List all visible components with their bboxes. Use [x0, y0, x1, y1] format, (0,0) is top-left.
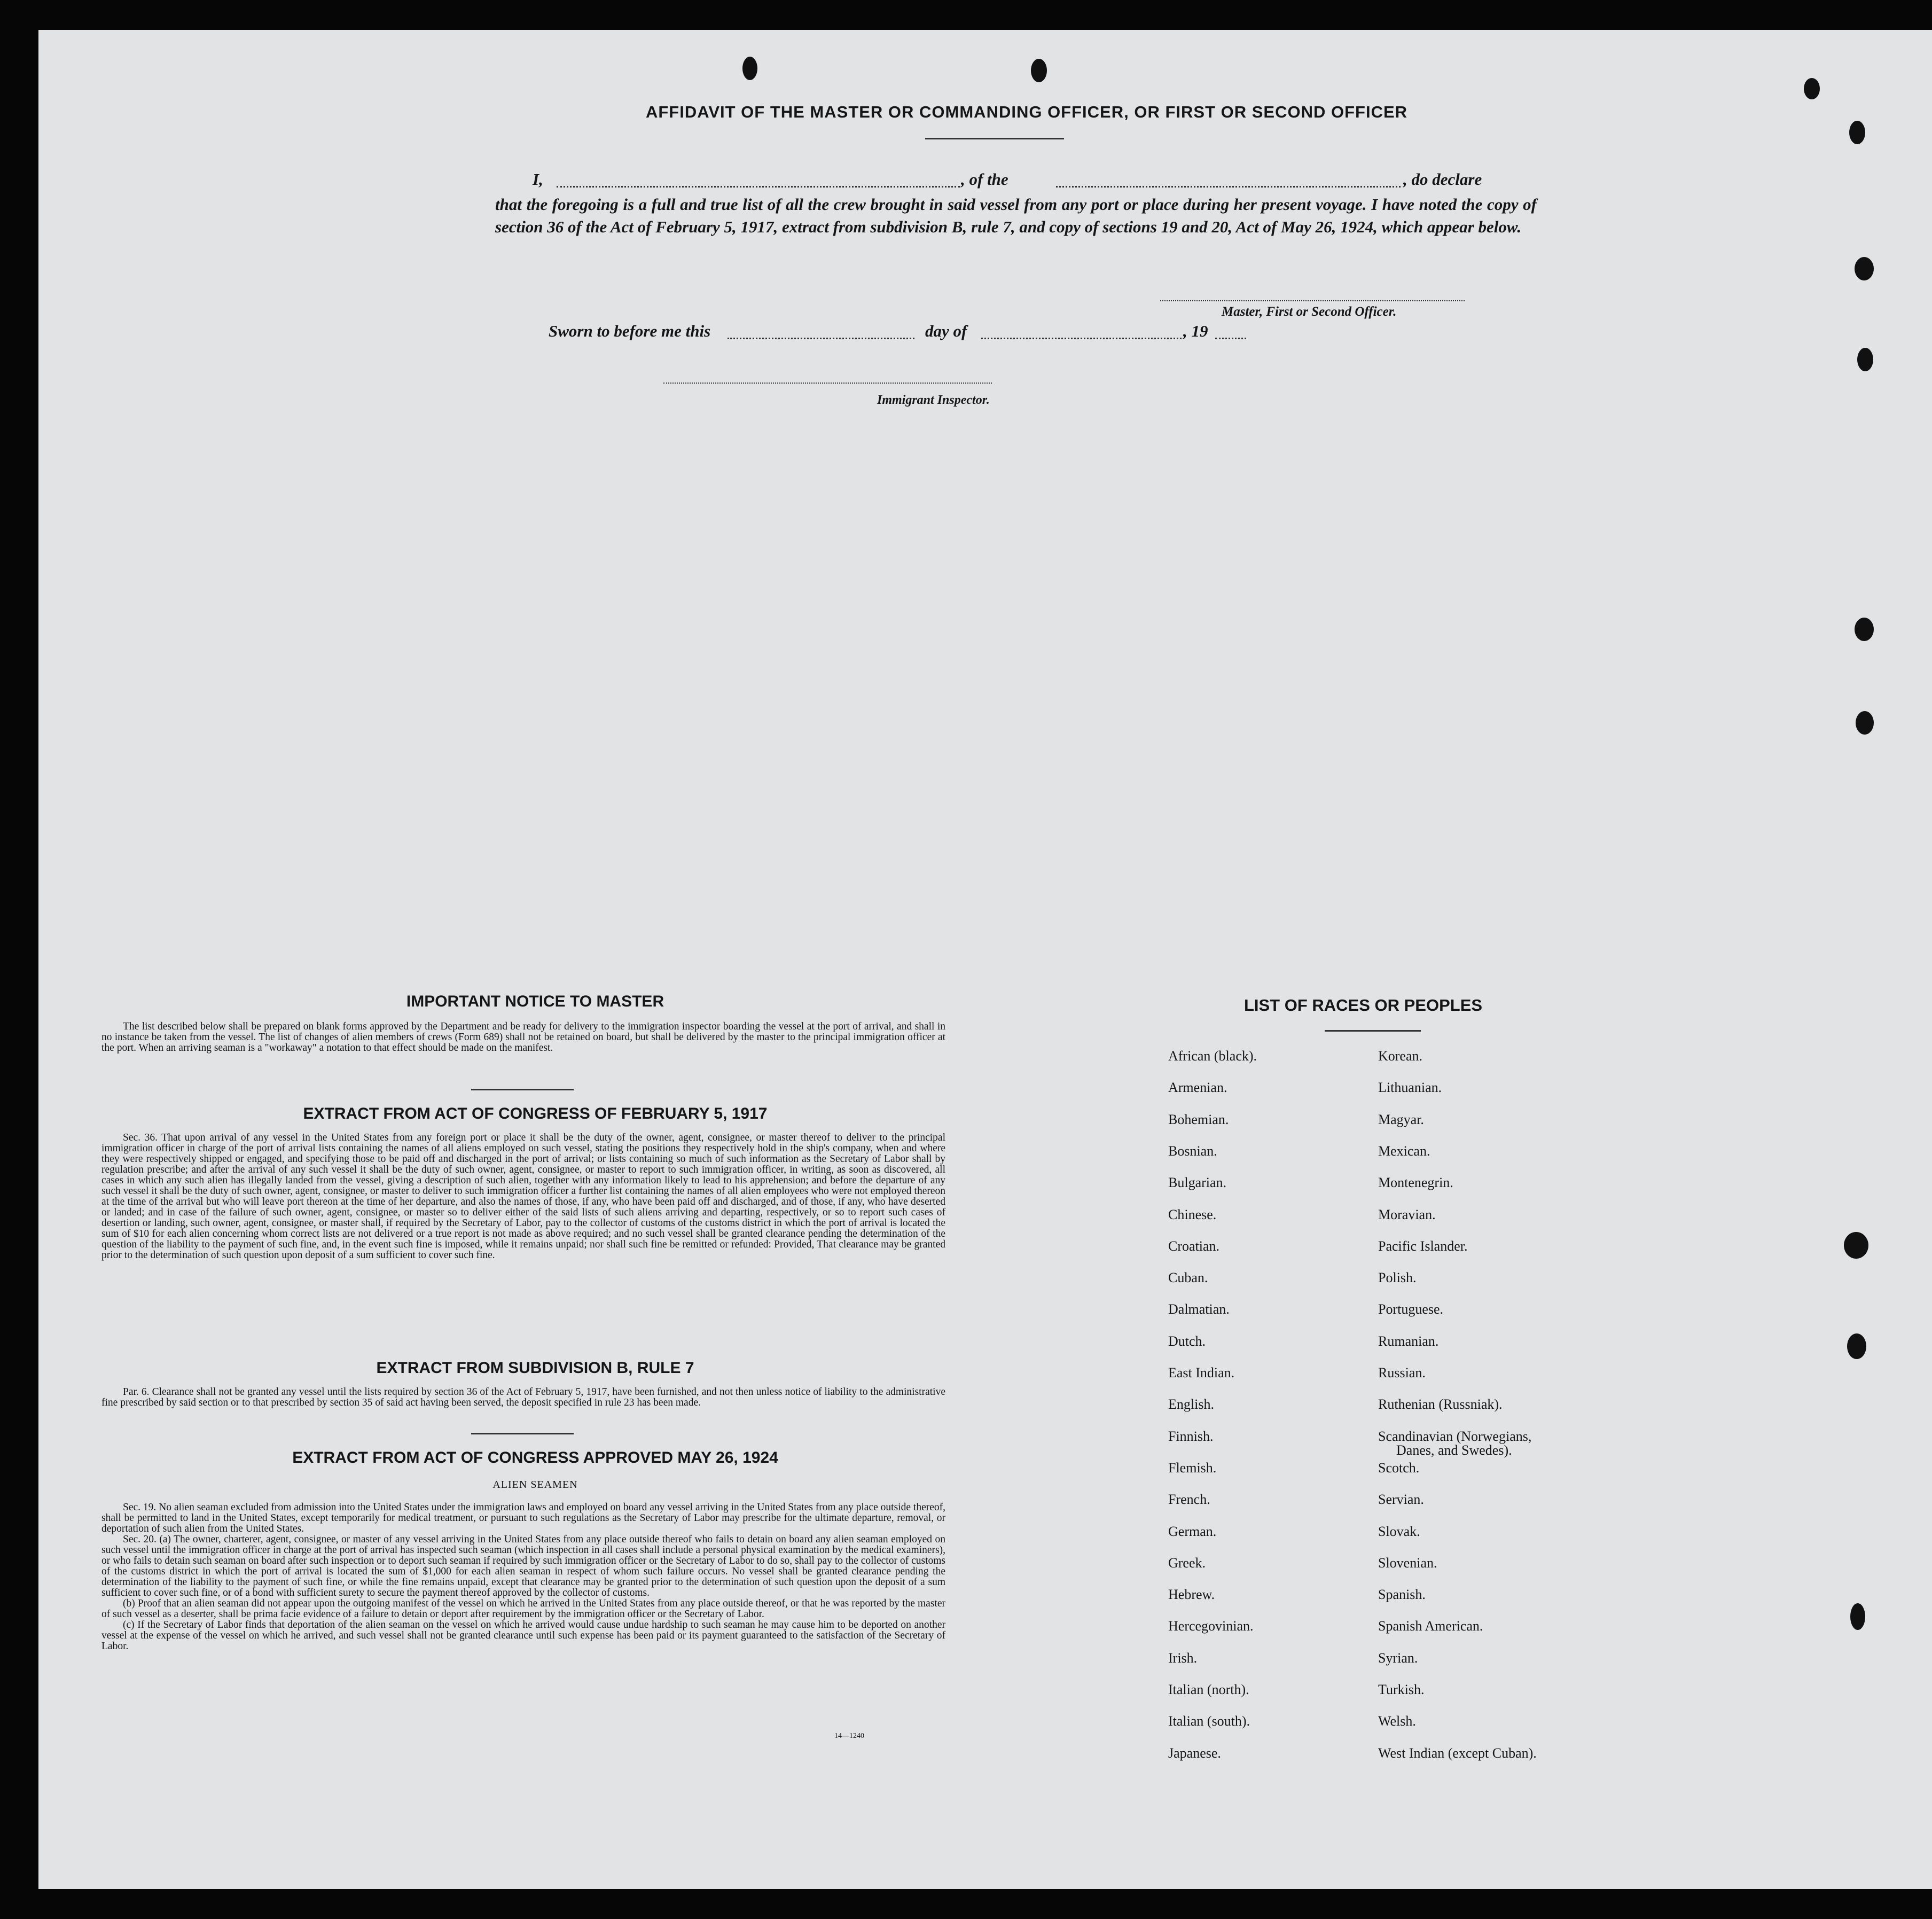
race-item: Turkish.	[1378, 1682, 1425, 1697]
race-item: Scandinavian (Norwegians,	[1378, 1428, 1532, 1444]
race-item: Dalmatian.	[1168, 1301, 1230, 1317]
race-item-continuation: Danes, and Swedes).	[1396, 1442, 1512, 1458]
binder-hole	[1844, 1232, 1868, 1259]
race-item: Spanish.	[1378, 1587, 1426, 1603]
race-item: Croatian.	[1168, 1238, 1220, 1254]
notice-title: IMPORTANT NOTICE TO MASTER	[406, 993, 664, 1010]
race-item: Greek.	[1168, 1555, 1206, 1571]
binder-hole	[1804, 78, 1820, 99]
sworn-year-label: , 19	[1183, 322, 1208, 340]
extract-1924-text	[101, 1502, 945, 1652]
race-item: Welsh.	[1378, 1713, 1416, 1729]
form-sheet	[38, 30, 1932, 1889]
sworn-day-label: day of	[925, 322, 967, 340]
races-list-title: LIST OF RACES OR PEOPLES	[1243, 996, 1483, 1015]
race-item: East Indian.	[1168, 1365, 1235, 1380]
declarant-prefix: I,	[533, 170, 543, 189]
vessel-name-field[interactable]	[1056, 186, 1401, 188]
race-item: Armenian.	[1168, 1080, 1227, 1096]
alien-seamen-subtitle: ALIEN SEAMEN	[492, 1479, 578, 1491]
signer-label: Master, First or Second Officer.	[1222, 305, 1397, 319]
sworn-day-field[interactable]	[728, 338, 914, 339]
binder-hole	[1856, 711, 1874, 735]
race-item: Magyar.	[1378, 1111, 1424, 1127]
race-item: English.	[1168, 1397, 1214, 1413]
race-item: Mexican.	[1378, 1143, 1430, 1159]
binder-hole	[1847, 1333, 1866, 1359]
binder-hole	[742, 57, 757, 80]
affidavit-title: AFFIDAVIT OF THE MASTER OR COMMANDING OFFICER, OR FIRST OR SECOND OFFICER	[645, 103, 1408, 121]
race-item: Spanish American.	[1378, 1618, 1483, 1634]
sec-20a-paragraph: Sec. 20. (a) The owner, charterer, agent, consignee, or master of any vessel arriving in the United States from any place outside thereof who fails to detain on board any alien seaman employed on such vessel until the immigration officer in charge at the port of arrival has inspected such seaman (which inspection in all cases shall include a personal physical examination by the medical examiners), or who fails to detain such seaman on board after such inspection or to deport such seaman if required by such immigration officer or the Secretary of Labor to do so, shall pay to the collector of customs of the customs district in which the port of arrival is located the sum of $1,000 for each alien seaman in respect of whom such failure occurs. No vessel shall be granted clearance pending the determination of the liability to the payment of such fine, or while the fine remains unpaid, except that clearance may be granted prior to the determination of such question upon the deposit of a sum sufficient to cover such fine, or of a bond with sufficient surety to secure the payment thereof approved by the collector of customs.	[101, 1534, 945, 1598]
race-item: Dutch.	[1168, 1333, 1206, 1349]
binder-hole	[1855, 618, 1874, 641]
race-item: Flemish.	[1168, 1460, 1217, 1476]
race-item: Bulgarian.	[1168, 1175, 1227, 1191]
race-item: Scotch.	[1378, 1460, 1420, 1476]
race-item: Italian (north).	[1168, 1682, 1249, 1697]
declarant-name-field[interactable]	[557, 186, 960, 188]
declaration-text: that the foregoing is a full and true list of all the crew brought in said vessel from any port or place during her present voyage. I have noted the copy of section 36 of the Act of February 5, 1917, extract from subdivision B, rule 7, and copy of sections 19 and 20, Act of May 26, 1924, which appear below.	[495, 195, 1537, 236]
race-item: Irish.	[1168, 1650, 1198, 1666]
race-item: Japanese.	[1168, 1745, 1221, 1761]
race-item: African (black).	[1168, 1048, 1257, 1064]
race-item: Slovenian.	[1378, 1555, 1437, 1571]
races-title-rule	[1325, 1030, 1421, 1032]
inspector-signature-line[interactable]	[663, 383, 992, 384]
race-item: Servian.	[1378, 1492, 1424, 1508]
signature-line[interactable]	[1160, 300, 1465, 301]
race-item: Syrian.	[1378, 1650, 1418, 1666]
rule-7-title: EXTRACT FROM SUBDIVISION B, RULE 7	[376, 1359, 694, 1377]
sworn-prefix: Sworn to before me this	[549, 322, 711, 340]
sec-20b-paragraph: (b) Proof that an alien seaman did not appear upon the outgoing manifest of the vessel on which he arrived in the United States from any place outside thereof, or that he was reported by the master of such vessel as a deserter, shall be prima facie evidence of a failure to detain or deport after requirement by the immigration officer or the Secretary of Labor.	[101, 1598, 945, 1620]
race-item: Finnish.	[1168, 1428, 1214, 1444]
race-item: Slovak.	[1378, 1523, 1420, 1539]
sworn-year-field[interactable]	[1215, 338, 1246, 339]
race-item: Bohemian.	[1168, 1111, 1229, 1127]
race-item: Italian (south).	[1168, 1713, 1250, 1729]
race-item: Lithuanian.	[1378, 1080, 1442, 1096]
race-item: German.	[1168, 1523, 1217, 1539]
race-item: Hebrew.	[1168, 1587, 1215, 1603]
declare-suffix: , do declare	[1403, 170, 1482, 189]
sec-20c-paragraph: (c) If the Secretary of Labor finds that deportation of the alien seaman on the vessel on which he arrived would cause undue hardship to such seaman he may cause him to be deported on another vessel at the expense of the vessel on which he arrived, and such vessel shall not be granted clearance until such expense has been paid or its payment guaranteed to the satisfaction of the Secretary of Labor.	[101, 1619, 945, 1652]
race-item: Montenegrin.	[1378, 1175, 1453, 1191]
race-item: Rumanian.	[1378, 1333, 1439, 1349]
race-item: Ruthenian (Russniak).	[1378, 1397, 1503, 1413]
binder-hole	[1850, 1603, 1865, 1630]
sec-19-paragraph: Sec. 19. No alien seaman excluded from admission into the United States under the immigration laws and employed on board any vessel arriving in the United States from any place outside thereof, shall be permitted to land in the United States, except temporarily for medical treatment, or pursuant to such regulations as the Secretary of Labor may prescribe for the ultimate departure, removal, or deportation of such alien from the United States.	[101, 1502, 945, 1534]
sworn-line	[506, 322, 1307, 343]
binder-hole	[1855, 257, 1874, 280]
form-number: 14—1240	[834, 1732, 864, 1740]
extract-1917-title: EXTRACT FROM ACT OF CONGRESS OF FEBRUARY 5, 1917	[303, 1105, 768, 1122]
race-item: Hercegovinian.	[1168, 1618, 1254, 1634]
race-item: Chinese.	[1168, 1206, 1217, 1222]
binder-hole	[1031, 59, 1047, 82]
extract-1924-title: EXTRACT FROM ACT OF CONGRESS APPROVED MAY 26, 1924	[292, 1449, 778, 1466]
race-item: Pacific Islander.	[1378, 1238, 1468, 1254]
inspector-label: Immigrant Inspector.	[877, 393, 990, 407]
par-6-paragraph: Par. 6. Clearance shall not be granted any vessel until the lists required by section 36 of the Act of February 5, 1917, have been furnished, and not then unless notice of liability to the administrative fine prescribed by said section or to that prescribed by section 35 of said act having been served, the deposit specified in rule 23 has been made.	[101, 1386, 945, 1408]
race-item: Russian.	[1378, 1365, 1426, 1380]
race-item: Bosnian.	[1168, 1143, 1217, 1159]
section-36-paragraph: Sec. 36. That upon arrival of any vessel in the United States from any foreign port or place it shall be the duty of the owner, agent, consignee, or master thereof to deliver to the principal immigration officer in charge of the port of arrival lists containing the names of all aliens employed on such vessel, stating the positions they respectively hold in the ship's company, when and where they were respectively shipped or engaged, and specifying those to be paid off and discharged in the port of arrival; or lists containing so much of such information as the Secretary of Labor shall by regulation prescribe; and after the arrival of any such vessel it shall be the duty of such owner, agent, consignee, or master to report to such immigration officer, in writing, as soon as discovered, all cases in which any such alien has illegally landed from the vessel, giving a description of such alien, together with any information likely to lead to his apprehension; and before the departure of any such vessel it shall be the duty of such owner, agent, consignee, or master to deliver to such immigration officer a further list containing the names of all alien employees who were not employed thereon at the time of the arrival but who will leave port thereon at the time of her departure, and also the names of those, if any, who have been paid off and discharged, and of those, if any, who have deserted or landed; and in case of the failure of such owner, agent, consignee, or master so to deliver either of the said lists of such aliens arriving and departing, respectively, or so to report such cases of desertion or landing, such owner, agent, consignee, or master shall, if required by the Secretary of Labor, pay to the collector of customs of the customs district in which the port of arrival is located the sum of $10 for each alien concerning whom correct lists are not delivered or a true report is not made as above required; and no such vessel shall be granted clearance pending the determination of the question of the liability to the payment of such fine, and, in the event such fine is imposed, while it remains unpaid; nor shall such fine be remitted or refunded: Provided, That clearance may be granted prior to the determination of such question upon deposit of a sum sufficient to cover such fine.	[101, 1132, 945, 1261]
sworn-month-field[interactable]	[981, 338, 1182, 339]
title-rule	[925, 138, 1064, 139]
race-item: Korean.	[1378, 1048, 1423, 1064]
section-divider	[471, 1089, 574, 1090]
binder-hole	[1849, 121, 1865, 144]
extract-1917-text	[101, 1133, 945, 1261]
race-item: Portuguese.	[1378, 1301, 1444, 1317]
race-item: Moravian.	[1378, 1206, 1436, 1222]
declarant-line	[522, 170, 1550, 191]
race-item: Polish.	[1378, 1270, 1417, 1286]
race-item: West Indian (except Cuban).	[1378, 1745, 1537, 1761]
rule-7-text	[101, 1387, 945, 1408]
binder-hole	[1857, 348, 1873, 371]
race-item: Cuban.	[1168, 1270, 1208, 1286]
notice-paragraph: The list described below shall be prepared on blank forms approved by the Department and be ready for delivery to the immigration inspector boarding the vessel at the port of arrival, and shall in no instance be taken from the vessel. The list of changes of alien members of crews (Form 689) shall not be retained on board, but shall be delivered by the master to the principal immigration officer at the port. When an arriving seaman is a "workaway" a notation to that effect should be made on the manifest.	[101, 1021, 945, 1054]
section-divider	[471, 1433, 574, 1434]
notice-text	[101, 1021, 945, 1054]
race-item: French.	[1168, 1492, 1210, 1508]
vessel-prefix: , of the	[961, 170, 1008, 189]
